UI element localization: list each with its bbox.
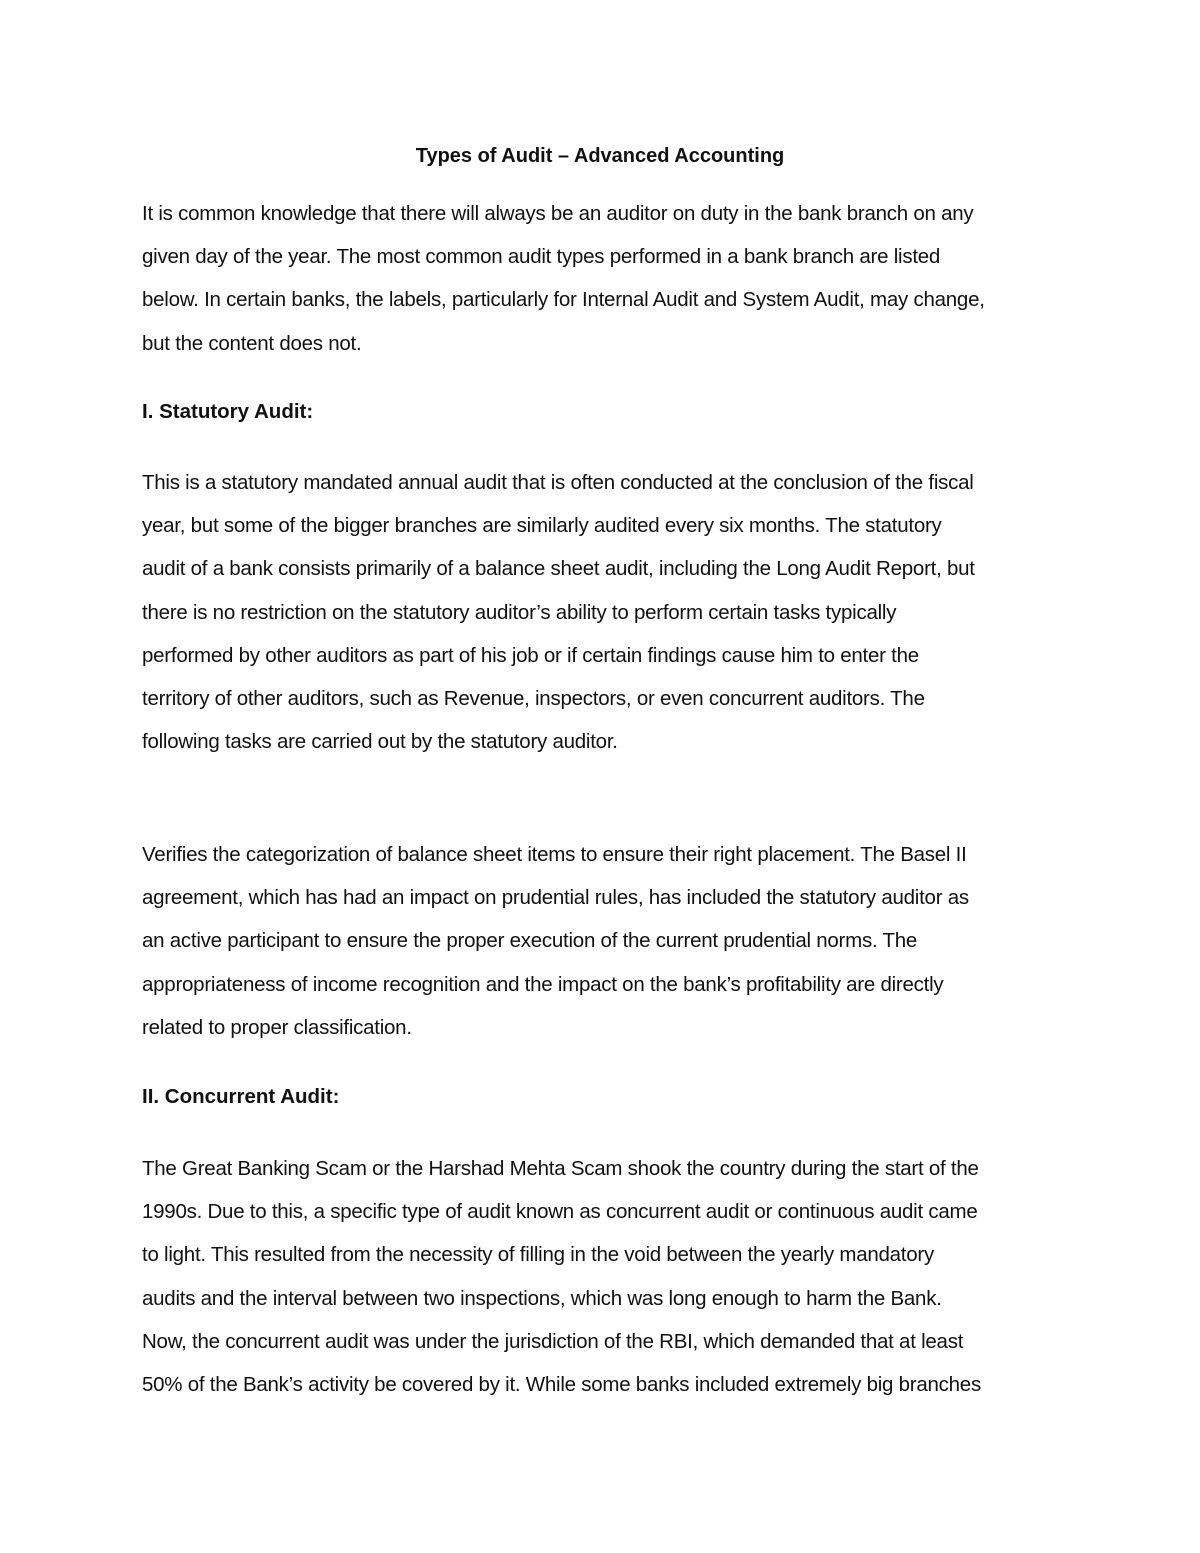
- section-heading-statutory-audit: I. Statutory Audit:: [142, 400, 314, 423]
- text-line: audits and the interval between two inspections, which was long enough to harm the Bank.: [142, 1286, 942, 1310]
- text-line: territory of other auditors, such as Revenue, inspectors, or even concurrent auditors. The: [142, 687, 925, 711]
- document-title: Types of Audit – Advanced Accounting: [415, 145, 785, 167]
- text-line: but the content does not.: [142, 331, 362, 355]
- concurrent-audit-paragraph: [142, 1147, 1072, 1406]
- text-line: The Great Banking Scam or the Harshad Mehta Scam shook the country during the start of the: [142, 1157, 979, 1180]
- text-line: 1990s. Due to this, a specific type of audit known as concurrent audit or continuous audit came: [142, 1200, 978, 1224]
- text-line: This is a statutory mandated annual audit that is often conducted at the conclusion of the fiscal: [142, 471, 974, 494]
- text-line: following tasks are carried out by the statutory auditor.: [142, 730, 618, 754]
- text-line: below. In certain banks, the labels, particularly for Internal Audit and System Audit, may change,: [142, 288, 985, 312]
- text-line: there is no restriction on the statutory auditor’s ability to perform certain tasks typically: [142, 600, 897, 624]
- text-line: to light. This resulted from the necessity of filling in the void between the yearly mandatory: [142, 1243, 934, 1267]
- text-line: performed by other auditors as part of his job or if certain findings cause him to enter the: [142, 643, 919, 667]
- text-line: audit of a bank consists primarily of a balance sheet audit, including the Long Audit Report, but: [142, 557, 975, 581]
- text-line: related to proper classification.: [142, 1015, 412, 1039]
- text-line: given day of the year. The most common audit types performed in a bank branch are listed: [142, 245, 941, 269]
- classification-paragraph: [142, 833, 1072, 1049]
- text-line: Verifies the categorization of balance sheet items to ensure their right placement. The Basel II: [142, 843, 967, 866]
- text-line: appropriateness of income recognition and the impact on the bank’s profitability are directly: [142, 972, 944, 996]
- intro-paragraph: [142, 192, 1072, 365]
- section-heading-concurrent-audit: II. Concurrent Audit:: [142, 1085, 340, 1108]
- statutory-audit-paragraph: [142, 461, 1072, 763]
- text-line: agreement, which has had an impact on prudential rules, has included the statutory auditor as: [142, 886, 969, 910]
- text-line: year, but some of the bigger branches are similarly audited every six months. The statutory: [142, 514, 942, 538]
- text-line: Now, the concurrent audit was under the jurisdiction of the RBI, which demanded that at least: [142, 1329, 964, 1353]
- text-line: an active participant to ensure the proper execution of the current prudential norms. The: [142, 929, 918, 953]
- text-line: 50% of the Bank’s activity be covered by it. While some banks included extremely big branches: [142, 1373, 981, 1397]
- text-line: It is common knowledge that there will always be an auditor on duty in the bank branch on any: [142, 202, 974, 225]
